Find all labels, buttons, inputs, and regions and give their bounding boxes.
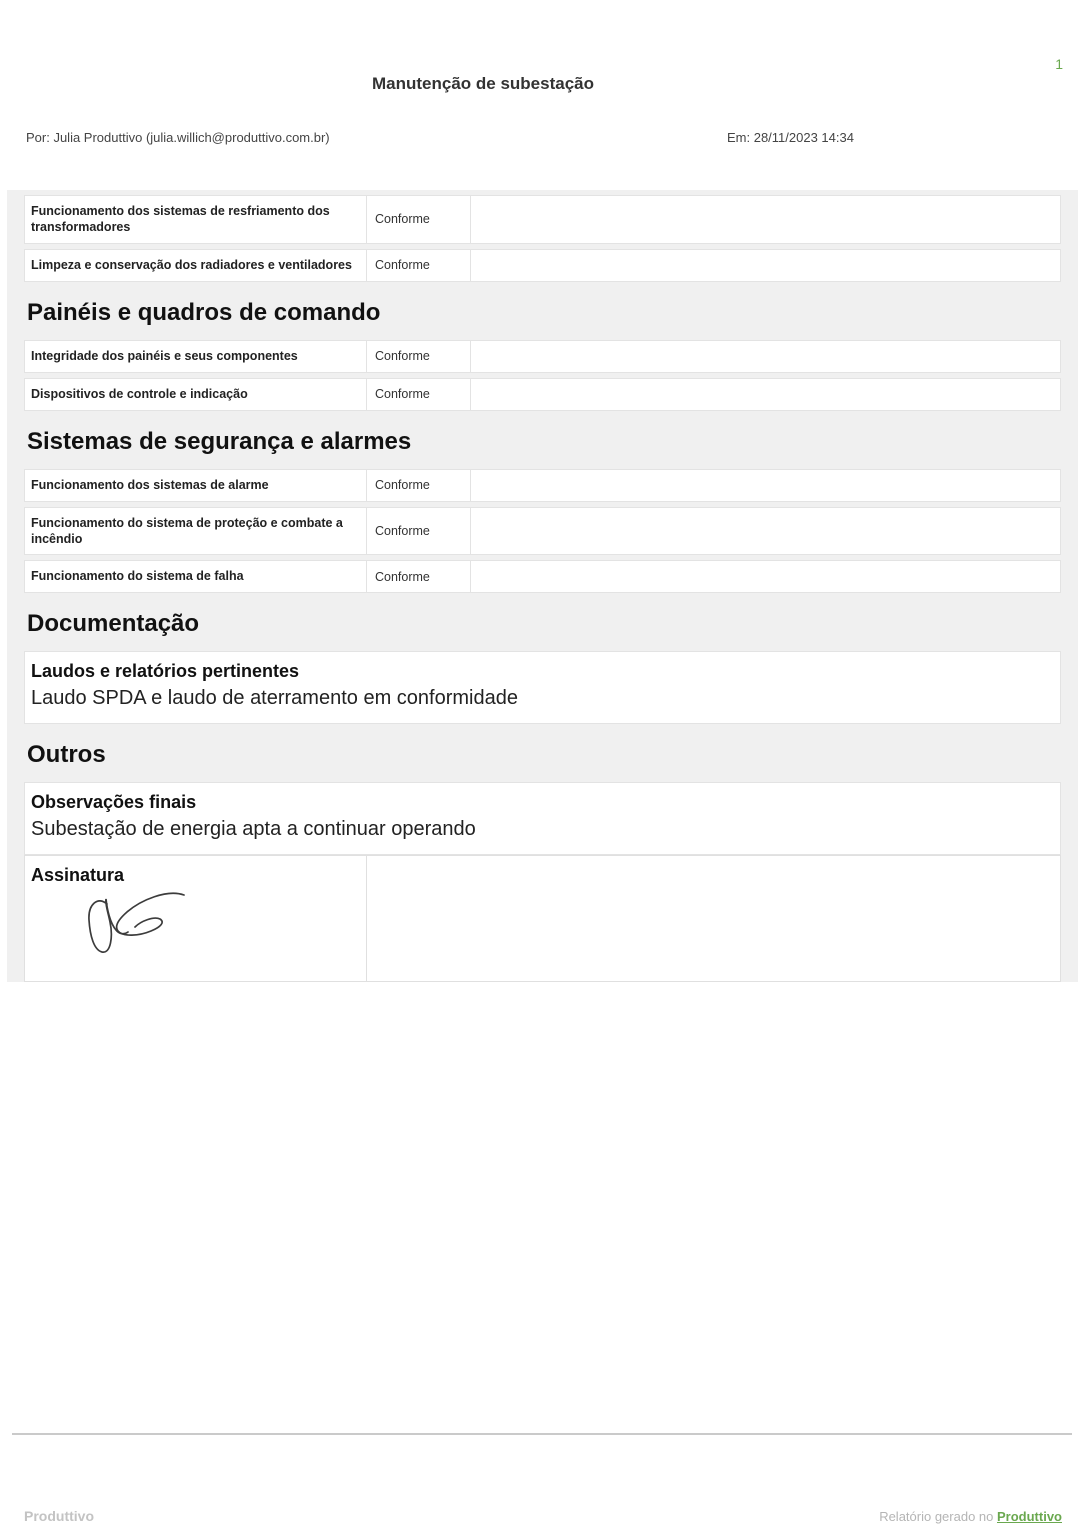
checklist-item-notes (471, 470, 1060, 501)
checklist-row (24, 378, 1061, 411)
page-number: 1 (1055, 56, 1063, 72)
footer-divider (12, 1433, 1072, 1435)
report-title: Manutenção de subestação (371, 74, 594, 93)
section-heading: Sistemas de segurança e alarmes (27, 427, 412, 455)
report-body (7, 190, 1078, 982)
checklist-row (24, 507, 1061, 556)
checklist-item-notes (471, 379, 1060, 410)
note-card-text: Subestação de energia apta a continuar operando (31, 818, 476, 840)
checklist-item-status: Conforme (367, 250, 471, 281)
checklist-row (24, 249, 1061, 282)
checklist-row (24, 340, 1061, 373)
note-card-text: Laudo SPDA e laudo de aterramento em conformidade (31, 687, 518, 709)
checklist-item-label: Funcionamento do sistema de proteção e combate a incêndio (25, 508, 367, 555)
section-heading-documentacao: Documentação (27, 610, 200, 637)
checklist-item-status: Conforme (367, 379, 471, 410)
signature-empty-area (367, 856, 1060, 981)
checklist-item-label: Funcionamento do sistema de falha (25, 561, 367, 592)
section-heading-outros: Outros (27, 741, 106, 768)
report-meta (0, 130, 1085, 146)
checklist-item-label: Funcionamento dos sistemas de alarme (25, 470, 367, 501)
checklist-row (24, 469, 1061, 502)
checklist-item-notes (471, 250, 1060, 281)
checklist-item-status: Conforme (367, 341, 471, 372)
note-card-title: Laudos e relatórios pertinentes (31, 661, 300, 681)
signature-section (24, 855, 1061, 982)
checklist-item-label: Limpeza e conservação dos radiadores e ventiladores (25, 250, 367, 281)
checklist-item-notes (471, 341, 1060, 372)
note-card (24, 651, 1061, 724)
section-heading: Painéis e quadros de comando (27, 298, 381, 326)
checklist-item-label: Dispositivos de controle e indicação (25, 379, 367, 410)
footer-generated-text (879, 1509, 1062, 1524)
checklist-item-notes (471, 508, 1060, 555)
footer-generated-prefix: Relatório gerado no (879, 1509, 997, 1524)
author-line: Por: Julia Produttivo (julia.willich@produttivo.com.br) (26, 130, 330, 145)
checklist-item-notes (471, 561, 1060, 592)
checklist-row (24, 560, 1061, 593)
checklist-item-notes (471, 196, 1060, 243)
checklist-item-status: Conforme (367, 196, 471, 243)
footer (24, 1508, 1062, 1524)
signature-cell (25, 856, 367, 981)
footer-produttivo-link[interactable]: Produttivo (997, 1509, 1062, 1524)
checklist-item-label: Integridade dos painéis e seus componentes (25, 341, 367, 372)
checklist-item-status: Conforme (367, 561, 471, 592)
checklist-item-status: Conforme (367, 470, 471, 501)
date-line: Em: 28/11/2023 14:34 (727, 130, 854, 145)
signature-drawing-icon (83, 888, 203, 960)
footer-brand: Produttivo (24, 1508, 94, 1524)
checklist-item-label: Funcionamento dos sistemas de resfriamento dos transformadores (25, 196, 367, 243)
note-card (24, 782, 1061, 855)
checklist-item-status: Conforme (367, 508, 471, 555)
checklist-row (24, 195, 1061, 244)
note-card-title: Observações finais (31, 792, 197, 812)
signature-label: Assinatura (31, 865, 125, 885)
